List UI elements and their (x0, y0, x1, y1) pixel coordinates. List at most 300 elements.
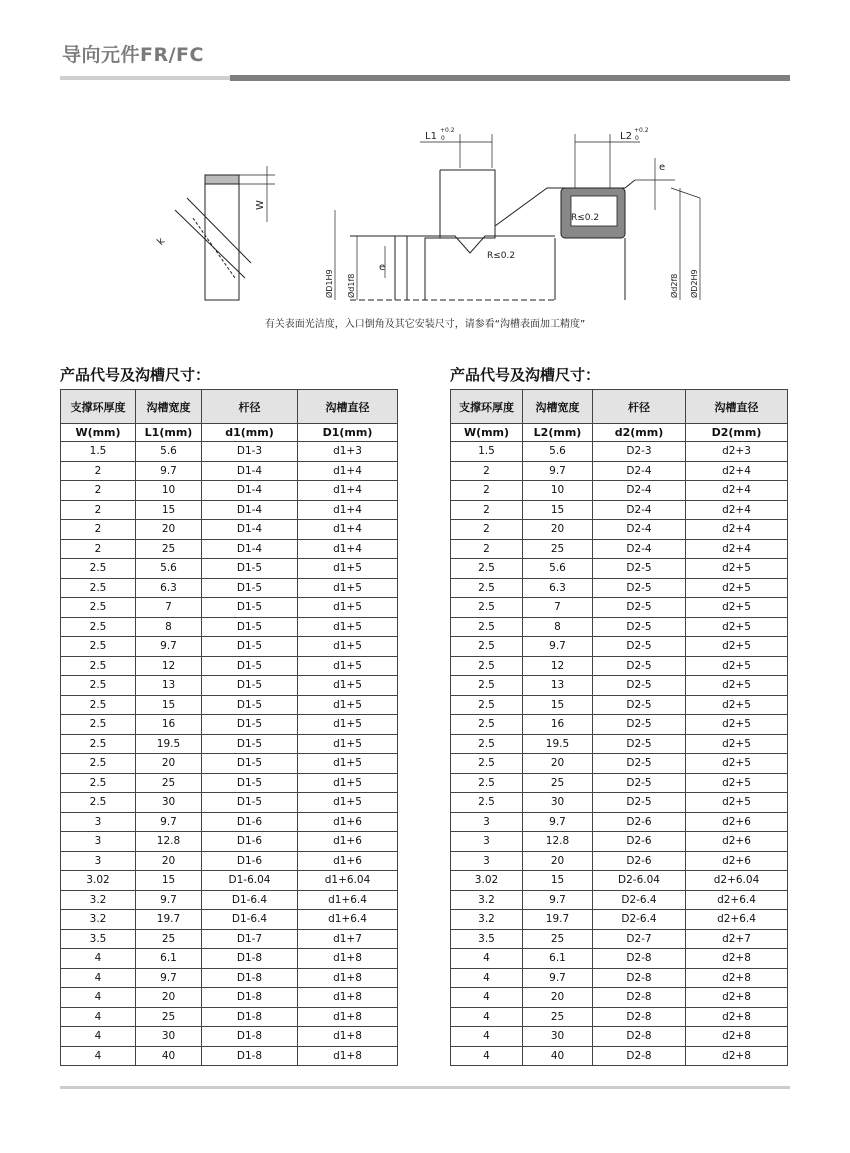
table-row (61, 598, 398, 618)
table-cell: d1+4 (298, 539, 398, 559)
table-cell: d2+5 (686, 656, 788, 676)
table-cell: 20 (523, 988, 593, 1008)
table-cell: d1+5 (298, 676, 398, 696)
table-row (451, 1007, 788, 1027)
table-cell: d2+6.4 (686, 910, 788, 930)
table-cell: d2+8 (686, 968, 788, 988)
label-e-left: e (379, 262, 386, 273)
col-unit-l1: L1(mm) (136, 424, 202, 442)
table-cell: d1+4 (298, 500, 398, 520)
table-row (451, 988, 788, 1008)
col-header-groove-diameter: 沟槽直径 (686, 390, 788, 424)
table-cell: D2-5 (593, 695, 686, 715)
table-cell: D2-6.4 (593, 890, 686, 910)
table-cell: 1.5 (451, 442, 523, 462)
table-cell: 4 (451, 968, 523, 988)
table-cell: D2-6 (593, 832, 686, 852)
table-row (451, 481, 788, 501)
table-cell: D1-5 (202, 715, 298, 735)
table-cell: D2-5 (593, 578, 686, 598)
table-cell: 9.7 (136, 637, 202, 657)
table-cell: 2.5 (451, 656, 523, 676)
dimension-table-left (60, 389, 398, 1066)
table-cell: d1+8 (298, 1007, 398, 1027)
table-cell: d1+8 (298, 949, 398, 969)
table-cell: D2-5 (593, 734, 686, 754)
table-cell: D1-8 (202, 1027, 298, 1047)
table-cell: 2.5 (61, 715, 136, 735)
table-cell: D2-5 (593, 637, 686, 657)
table-row (451, 676, 788, 696)
label-d2-housing: ØD2H9 (690, 269, 699, 298)
table-cell: 10 (523, 481, 593, 501)
table-cell: 3.2 (451, 910, 523, 930)
label-l2: L2 (620, 131, 632, 142)
label-d1-housing: ØD1H9 (325, 269, 334, 298)
table-row (451, 1027, 788, 1047)
table-row (451, 656, 788, 676)
table-cell: 25 (136, 773, 202, 793)
table-cell: 5.6 (136, 559, 202, 579)
table-row (61, 656, 398, 676)
table-cell: 12 (136, 656, 202, 676)
table-cell: d2+6.4 (686, 890, 788, 910)
table-cell: D1-6.04 (202, 871, 298, 891)
table-cell: d2+5 (686, 734, 788, 754)
table-cell: d2+8 (686, 988, 788, 1008)
table-cell: 2.5 (451, 734, 523, 754)
technical-drawing-svg (135, 118, 715, 308)
table-row (61, 695, 398, 715)
table-cell: D1-5 (202, 559, 298, 579)
table-cell: 3 (61, 851, 136, 871)
table-cell: D2-3 (593, 442, 686, 462)
col-header-rod-diameter: 杆径 (593, 390, 686, 424)
table-cell: D1-4 (202, 520, 298, 540)
table-cell: 2.5 (61, 617, 136, 637)
table-row (61, 871, 398, 891)
table-cell: 19.5 (136, 734, 202, 754)
table-cell: 2.5 (61, 695, 136, 715)
table-row (451, 968, 788, 988)
table-cell: d2+3 (686, 442, 788, 462)
table-row (451, 734, 788, 754)
table-row (451, 715, 788, 735)
table-cell: 2.5 (451, 637, 523, 657)
table-cell: 30 (136, 1027, 202, 1047)
table-cell: D1-5 (202, 598, 298, 618)
table-row (61, 773, 398, 793)
table-cell: D2-4 (593, 461, 686, 481)
table-cell: 15 (136, 871, 202, 891)
table-cell: 9.7 (136, 461, 202, 481)
table-cell: 2 (451, 539, 523, 559)
table-cell: d2+5 (686, 637, 788, 657)
table-cell: 40 (136, 1046, 202, 1066)
table-cell: D2-5 (593, 676, 686, 696)
table-cell: D2-5 (593, 754, 686, 774)
label-radius-groove: R≤0.2 (487, 251, 516, 261)
table-cell: 5.6 (523, 442, 593, 462)
table-cell: 19.7 (136, 910, 202, 930)
table-row (451, 559, 788, 579)
dimension-table-right (450, 389, 788, 1066)
table-cell: 9.7 (136, 890, 202, 910)
col-header-ring-thickness: 支撑环厚度 (451, 390, 523, 424)
table-cell: 25 (523, 1007, 593, 1027)
table-cell: D1-5 (202, 754, 298, 774)
table-row (451, 793, 788, 813)
table-cell: D2-7 (593, 929, 686, 949)
table-cell: d1+5 (298, 695, 398, 715)
table-row (451, 910, 788, 930)
table-cell: 3.5 (61, 929, 136, 949)
table-cell: 25 (136, 539, 202, 559)
table-cell: d1+3 (298, 442, 398, 462)
label-e-top: e (659, 162, 666, 173)
table-cell: d1+7 (298, 929, 398, 949)
table-cell: D1-5 (202, 637, 298, 657)
table-row (61, 949, 398, 969)
table-cell: 20 (136, 988, 202, 1008)
table-cell: d1+6.4 (298, 910, 398, 930)
table-cell: D2-4 (593, 539, 686, 559)
table-cell: 13 (136, 676, 202, 696)
table-cell: 16 (136, 715, 202, 735)
table-row (61, 968, 398, 988)
table-cell: D2-6.04 (593, 871, 686, 891)
table-cell: D1-4 (202, 481, 298, 501)
table-cell: D2-8 (593, 988, 686, 1008)
table-cell: d2+5 (686, 715, 788, 735)
table-row (61, 890, 398, 910)
table-cell: 1.5 (61, 442, 136, 462)
table-cell: 3.2 (61, 890, 136, 910)
table-cell: d2+8 (686, 1027, 788, 1047)
col-unit-w: W(mm) (61, 424, 136, 442)
table-row (61, 442, 398, 462)
table-cell: 2.5 (451, 617, 523, 637)
table-cell: 2 (451, 520, 523, 540)
label-w: W (255, 200, 266, 210)
table-cell: d2+4 (686, 520, 788, 540)
table-cell: 30 (523, 793, 593, 813)
label-l1-tol0: 0 (441, 135, 445, 142)
table-row (451, 578, 788, 598)
table-cell: d1+5 (298, 734, 398, 754)
table-cell: D2-5 (593, 793, 686, 813)
col-unit-d1-groove: D1(mm) (298, 424, 398, 442)
label-radius-ring: R≤0.2 (571, 213, 600, 223)
table-cell: d1+8 (298, 1027, 398, 1047)
table-row (451, 500, 788, 520)
table-cell: 4 (451, 1027, 523, 1047)
table-cell: 5.6 (136, 442, 202, 462)
table-cell: D2-4 (593, 481, 686, 501)
table-cell: D2-8 (593, 1046, 686, 1066)
table-cell: 3.2 (451, 890, 523, 910)
table-cell: 6.1 (136, 949, 202, 969)
table-row (61, 812, 398, 832)
table-cell: 30 (523, 1027, 593, 1047)
table-cell: 25 (136, 1007, 202, 1027)
section-title-right: 产品代号及沟槽尺寸： (450, 366, 601, 384)
table-cell: d2+6 (686, 851, 788, 871)
table-cell: D2-8 (593, 949, 686, 969)
table-cell: 15 (523, 871, 593, 891)
table-cell: 15 (523, 695, 593, 715)
table-cell: D1-8 (202, 1046, 298, 1066)
table-cell: d2+8 (686, 1046, 788, 1066)
table-cell: d2+5 (686, 695, 788, 715)
table-cell: 15 (136, 500, 202, 520)
table-row (61, 793, 398, 813)
table-row (61, 481, 398, 501)
table-cell: 4 (61, 1027, 136, 1047)
label-l1-tol: +0.2 (440, 127, 455, 134)
label-l2-tol0: 0 (635, 135, 639, 142)
footer-rule (60, 1086, 790, 1089)
table-row (61, 734, 398, 754)
table-cell: 30 (136, 793, 202, 813)
table-row (451, 520, 788, 540)
table-row (451, 695, 788, 715)
table-cell: 20 (523, 520, 593, 540)
table-cell: 25 (136, 929, 202, 949)
table-cell: 2.5 (451, 793, 523, 813)
table-cell: 2 (451, 481, 523, 501)
table-cell: d2+5 (686, 578, 788, 598)
table-row (451, 890, 788, 910)
table-cell: 13 (523, 676, 593, 696)
table-cell: 2 (61, 461, 136, 481)
table-cell: D2-8 (593, 968, 686, 988)
table-cell: 2 (61, 520, 136, 540)
table-row (451, 1046, 788, 1066)
table-cell: D1-4 (202, 500, 298, 520)
table-cell: 6.1 (523, 949, 593, 969)
table-cell: D2-4 (593, 520, 686, 540)
table-cell: d1+6.04 (298, 871, 398, 891)
table-cell: d1+4 (298, 461, 398, 481)
table-cell: 25 (523, 773, 593, 793)
table-cell: 6.3 (136, 578, 202, 598)
table-cell: d2+8 (686, 949, 788, 969)
page-title: 导向元件FR/FC (62, 44, 204, 66)
table-cell: 25 (523, 929, 593, 949)
table-cell: 20 (523, 754, 593, 774)
table-cell: 5.6 (523, 559, 593, 579)
col-unit-l2: L2(mm) (523, 424, 593, 442)
table-cell: 10 (136, 481, 202, 501)
table-cell: 4 (451, 1046, 523, 1066)
table-cell: d2+4 (686, 539, 788, 559)
table-row (61, 461, 398, 481)
table-cell: 7 (523, 598, 593, 618)
table-cell: 2.5 (451, 695, 523, 715)
table-cell: d1+5 (298, 715, 398, 735)
table-cell: d2+4 (686, 461, 788, 481)
table-cell: D1-5 (202, 773, 298, 793)
table-cell: 12.8 (523, 832, 593, 852)
table-cell: 6.3 (523, 578, 593, 598)
label-d2-rod: Ød2f8 (670, 273, 679, 298)
table-row (61, 637, 398, 657)
table-row (451, 773, 788, 793)
table-row (61, 539, 398, 559)
table-cell: D1-5 (202, 676, 298, 696)
table-row (451, 929, 788, 949)
table-cell: 2.5 (61, 656, 136, 676)
table-cell: 19.7 (523, 910, 593, 930)
table-row (61, 1046, 398, 1066)
table-cell: 2.5 (61, 598, 136, 618)
table-cell: 3.2 (61, 910, 136, 930)
table-row (61, 676, 398, 696)
table-cell: 9.7 (523, 968, 593, 988)
table-cell: d2+5 (686, 617, 788, 637)
table-cell: 9.7 (523, 461, 593, 481)
table-cell: 2.5 (61, 559, 136, 579)
table-cell: 2.5 (451, 715, 523, 735)
table-cell: D1-8 (202, 949, 298, 969)
table-cell: 9.7 (523, 637, 593, 657)
table-cell: 2.5 (61, 793, 136, 813)
table-cell: d2+7 (686, 929, 788, 949)
col-header-ring-thickness: 支撑环厚度 (61, 390, 136, 424)
table-cell: 2.5 (61, 734, 136, 754)
table-cell: 4 (451, 1007, 523, 1027)
section-title-left: 产品代号及沟槽尺寸： (60, 366, 211, 384)
table-row (451, 539, 788, 559)
table-cell: D2-4 (593, 500, 686, 520)
table-cell: 25 (523, 539, 593, 559)
col-header-rod-diameter: 杆径 (202, 390, 298, 424)
table-cell: d1+5 (298, 754, 398, 774)
table-cell: d1+5 (298, 559, 398, 579)
table-cell: 3.02 (61, 871, 136, 891)
table-cell: D1-6.4 (202, 890, 298, 910)
table-row (61, 578, 398, 598)
table-row (61, 617, 398, 637)
table-cell: 2.5 (451, 598, 523, 618)
table-cell: d2+6.04 (686, 871, 788, 891)
table-cell: D1-6.4 (202, 910, 298, 930)
table-cell: 2.5 (451, 676, 523, 696)
table-row (61, 1007, 398, 1027)
table-cell: 2 (451, 500, 523, 520)
table-cell: D1-8 (202, 1007, 298, 1027)
table-cell: 2 (61, 481, 136, 501)
label-l1: L1 (425, 131, 437, 142)
table-cell: d1+5 (298, 617, 398, 637)
table-cell: D2-5 (593, 773, 686, 793)
table-cell: 2 (61, 500, 136, 520)
table-cell: 2.5 (61, 754, 136, 774)
table-cell: d1+6.4 (298, 890, 398, 910)
header-rule-light (60, 76, 230, 80)
table-row (451, 637, 788, 657)
table-cell: 40 (523, 1046, 593, 1066)
table-cell: 2.5 (61, 578, 136, 598)
table-cell: d1+5 (298, 773, 398, 793)
table-row (61, 910, 398, 930)
table-cell: 2.5 (451, 578, 523, 598)
table-cell: d1+8 (298, 968, 398, 988)
table-cell: D2-6.4 (593, 910, 686, 930)
table-cell: d1+8 (298, 1046, 398, 1066)
col-header-groove-width: 沟槽宽度 (523, 390, 593, 424)
table-cell: 4 (61, 1007, 136, 1027)
table-cell: D2-5 (593, 559, 686, 579)
table-cell: 2.5 (61, 637, 136, 657)
table-cell: 16 (523, 715, 593, 735)
table-cell: D1-4 (202, 539, 298, 559)
table-cell: d1+6 (298, 832, 398, 852)
table-row (61, 754, 398, 774)
table-cell: D2-6 (593, 812, 686, 832)
table-cell: 2.5 (451, 754, 523, 774)
label-l2-tol: +0.2 (634, 127, 649, 134)
table-cell: d1+5 (298, 637, 398, 657)
label-d1-rod: Ød1f8 (347, 273, 356, 298)
table-cell: D2-5 (593, 715, 686, 735)
table-cell: d1+8 (298, 988, 398, 1008)
table-cell: d2+5 (686, 793, 788, 813)
table-row (451, 832, 788, 852)
table-cell: D1-6 (202, 812, 298, 832)
table-cell: d1+4 (298, 520, 398, 540)
col-unit-d2-groove: D2(mm) (686, 424, 788, 442)
table-cell: 8 (523, 617, 593, 637)
table-row (451, 461, 788, 481)
table-cell: D1-7 (202, 929, 298, 949)
table-cell: D2-5 (593, 598, 686, 618)
table-cell: D1-5 (202, 793, 298, 813)
table-cell: 4 (61, 949, 136, 969)
table-row (61, 1027, 398, 1047)
table-cell: d1+5 (298, 598, 398, 618)
table-cell: 9.7 (136, 968, 202, 988)
table-cell: 3 (451, 851, 523, 871)
table-cell: D1-6 (202, 832, 298, 852)
table-row (451, 851, 788, 871)
table-cell: 4 (61, 988, 136, 1008)
table-cell: D1-3 (202, 442, 298, 462)
table-cell: 20 (136, 520, 202, 540)
table-cell: 4 (451, 988, 523, 1008)
table-cell: d1+5 (298, 578, 398, 598)
table-row (61, 832, 398, 852)
table-cell: 4 (61, 968, 136, 988)
table-cell: D2-8 (593, 1027, 686, 1047)
table-row (61, 520, 398, 540)
table-cell: D1-6 (202, 851, 298, 871)
table-row (61, 988, 398, 1008)
table-cell: 8 (136, 617, 202, 637)
table-cell: d2+6 (686, 812, 788, 832)
table-cell: d1+6 (298, 812, 398, 832)
table-cell: d1+5 (298, 793, 398, 813)
table-row (451, 754, 788, 774)
table-row (61, 715, 398, 735)
table-row (451, 812, 788, 832)
col-header-groove-diameter: 沟槽直径 (298, 390, 398, 424)
table-cell: 7 (136, 598, 202, 618)
installation-drawing (135, 118, 715, 308)
table-cell: 9.7 (523, 890, 593, 910)
table-cell: d2+5 (686, 773, 788, 793)
